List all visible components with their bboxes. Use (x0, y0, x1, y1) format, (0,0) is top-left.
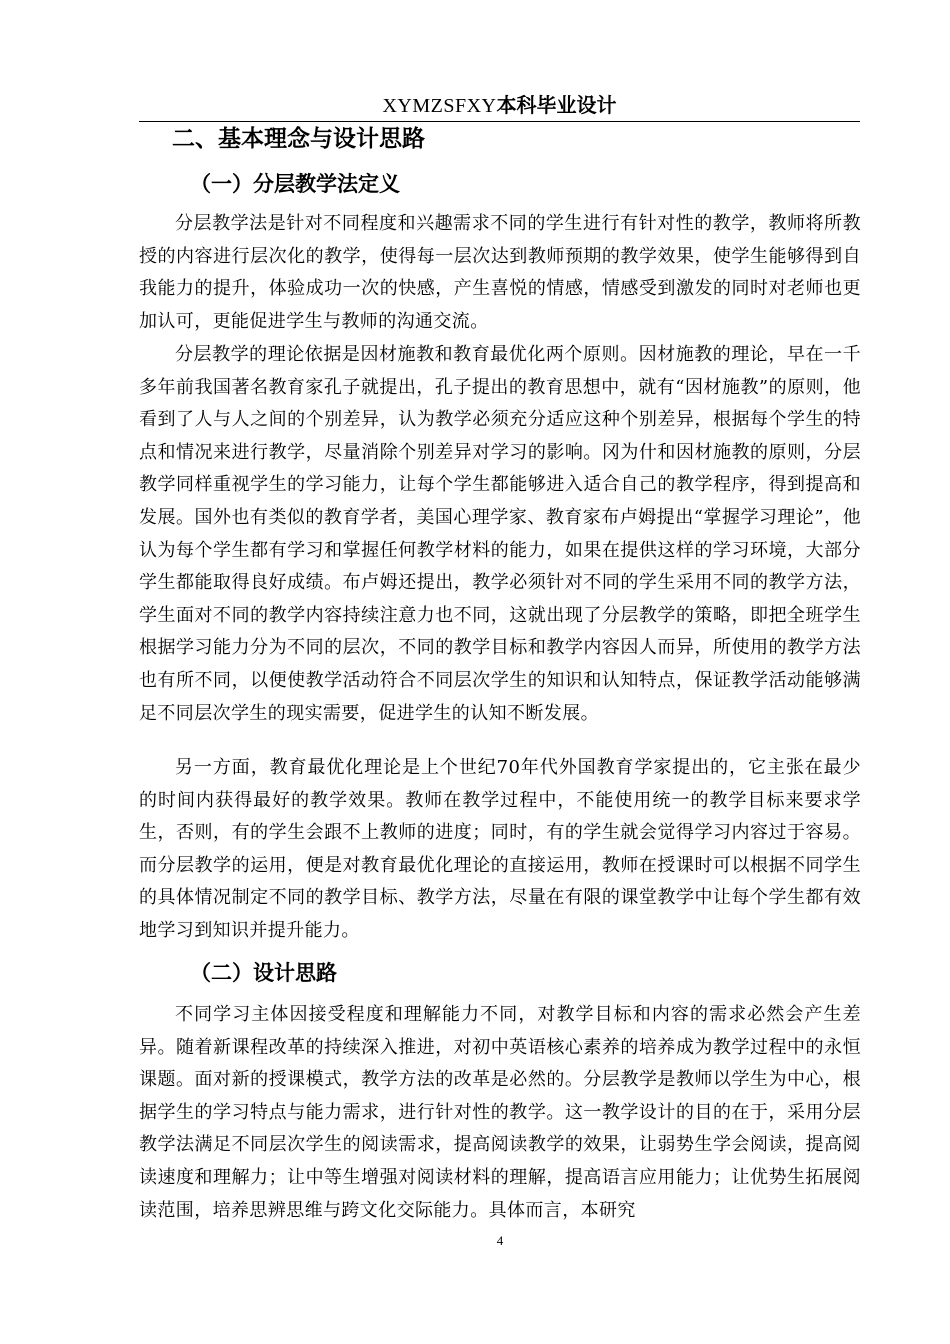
paragraph: 分层教学的理论依据是因材施教和教育最优化两个原则。因材施教的理论，早在一千多年前我国著名教育家孔子就提出，孔子提出的教育思想中，就有“因材施教”的原则，他看到了人与人之间的个别差异，认为教学必须充分适应这种个别差异，根据每个学生的特点和情况来进行教学，尽量消除个别差异对学习的影响。冈为什和因材施教的原则，分层教学同样重视学生的学习能力，让每个学生都能够进入适合自己的教学程序，得到提高和发展。国外也有类似的教育学者，美国心理学家、教育家布卢姆提出“掌握学习理论”，他认为每个学生都有学习和掌握任何教学材料的能力，如果在提供这样的学习环境，大部分学生都能取得良好成绩。布卢姆还提出，教学必须针对不同的学生采用不同的教学方法，学生面对不同的教学内容持续注意力也不同，这就出现了分层教学的策略，即把全班学生根据学习能力分为不同的层次，不同的教学目标和教学内容因人而异，所使用的教学方法也有所不同，以便使教学活动符合不同层次学生的知识和认知特点，保证教学活动能够满足不同层次学生的现实需要，促进学生的认知不断发展。 (139, 344, 861, 724)
header-code: XYMZSFXY (382, 95, 497, 117)
running-header (139, 90, 860, 120)
header-title: 本科毕业设计 (496, 93, 617, 117)
paragraph: 分层教学法是针对不同程度和兴趣需求不同的学生进行有针对性的教学，教师将所教授的内容进行层次化的教学，使得每一层次达到教师预期的教学效果，使学生能够得到自我能力的提升，体验成功一次的快感，产生喜悦的情感，情感受到激发的同时对老师也更加认可，更能促进学生与教师的沟通交流。 (139, 213, 861, 332)
paragraph: 不同学习主体因接受程度和理解能力不同，对教学目标和内容的需求必然会产生差异。随着新课程改革的持续深入推进，对初中英语核心素养的培养成为教学过程中的永恒课题。面对新的授课模式，教学方法的改革是必然的。分层教学是教师以学生为中心，根据学生的学习特点与能力需求，进行针对性的教学。这一教学设计的目的在于，采用分层教学法满足不同层次学生的阅读需求，提高阅读教学的效果，让弱势生学会阅读，提高阅读速度和理解力；让中等生增强对阅读材料的理解，提高语言应用能力；让优势生拓展阅读范围，培养思辨思维与跨文化交际能力。具体而言，本研究 (139, 1004, 861, 1221)
paragraph: 另一方面，教育最优化理论是上个世纪70年代外国教育学家提出的，它主张在最少的时间内获得最好的教学效果。教师在教学过程中，不能使用统一的教学目标来要求学生，否则，有的学生会跟不上教师的进度；同时，有的学生就会觉得学习内容过于容易。而分层教学的运用，便是对教育最优化理论的直接运用，教师在授课时可以根据不同学生的具体情况制定不同的教学目标、教学方法，尽量在有限的课堂教学中让每个学生都有效地学习到知识并提升能力。 (139, 757, 861, 941)
subsection-heading-design: （二）设计思路 (190, 961, 337, 985)
page-number: 4 (496, 1233, 504, 1248)
subsection-heading-definition: （一）分层教学法定义 (190, 172, 400, 196)
section-heading: 二、基本理念与设计思路 (172, 126, 425, 152)
